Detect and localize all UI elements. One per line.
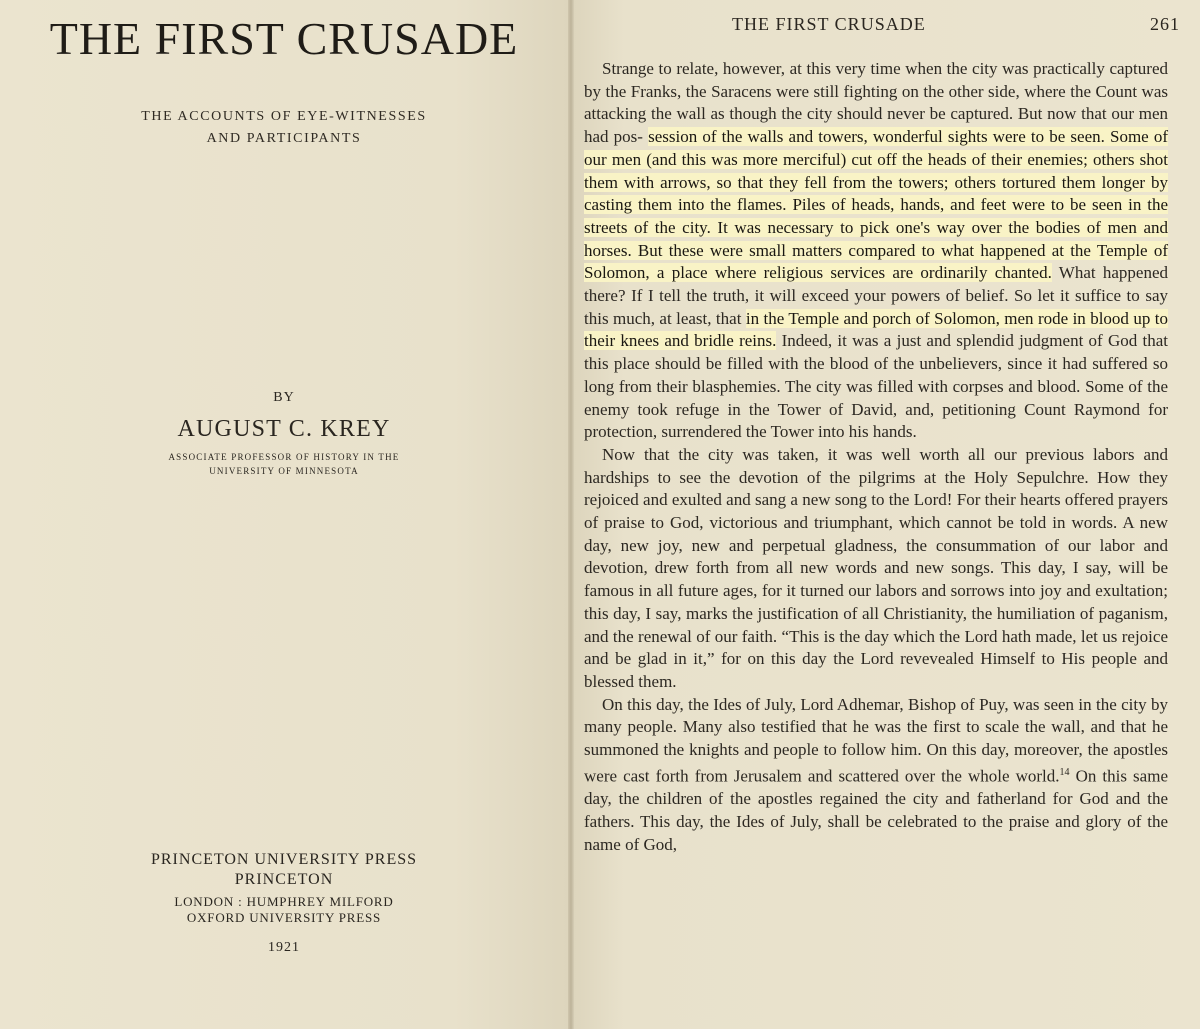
paragraph-1-part-c: What happened there? If I tell the truth, it will exceed your powers of belief. So let it suffice to say this much, at least, that xyxy=(584,263,1168,328)
paragraph-3-text: On this day, the Ides of July, Lord Adhemar, Bishop of Puy, was seen in the city by many people. Many also testified that he was the first to scale the wall, and that he summoned the knights and people to follow him. On this day, moreover, the apostles were cast forth from Jerusalem and scattered over the whole world. xyxy=(584,694,1168,786)
body-text xyxy=(584,58,1168,856)
running-title: THE FIRST CRUSADE xyxy=(732,14,926,34)
publisher-line-2: PRINCETON xyxy=(234,871,334,888)
footnote-reference: 14 xyxy=(1059,766,1070,778)
affiliation-line-1: ASSOCIATE PROFESSOR OF HISTORY IN THE xyxy=(168,452,400,462)
paragraph-1-part-e: Indeed, it was a just and splendid judgment of God that this place should be filled with the blood of the unbelievers, since it had suffered so long from their blasphemies. The city was filled with corpses and blood. Some of the enemy took refuge in the Tower of David, and, petitioning Count Raymond for protection, surrendered the Tower into his hands. xyxy=(584,331,1169,442)
highlighted-passage-1: session of the walls and towers, wonderful sights were to be seen. Some of our men (and this was more merciful) cut off the heads of their enemies; others shot them with arrows, so that they fell from the towers; others tortured them longer by casting them into the flames. Piles of heads, hands, and feet were to be seen in the streets of the city. It was necessary to pick one's way over the bodies of men and horses. But these were small matters compared to what happened at the Temple of Solomon, a place where religious services are ordinarily chanted. xyxy=(584,127,1169,283)
paragraph-3 xyxy=(584,694,1168,857)
affiliation-line-2: UNIVERSITY OF MINNESOTA xyxy=(209,466,359,476)
paragraph-1-part-a: Strange to relate, however, at this very time when the city was practically captured by the Franks, the Saracens were still fighting on the other side, where the Count was attacking the wall as though the city should never be captured. But now that our men had pos- xyxy=(584,59,1168,147)
highlighted-passage-2: in the Temple and porch of Solomon, men rode in blood up to their knees and bridle reins. xyxy=(584,308,1168,351)
author-name: AUGUST C. KREY xyxy=(177,416,391,442)
author-affiliation xyxy=(0,450,568,478)
publisher-line-4: OXFORD UNIVERSITY PRESS xyxy=(186,910,382,925)
publisher-line-1: PRINCETON UNIVERSITY PRESS xyxy=(150,851,418,868)
running-head xyxy=(574,14,1200,38)
text-page xyxy=(574,0,1200,1029)
subtitle-line-1: THE ACCOUNTS OF EYE-WITNESSES xyxy=(141,109,427,124)
publisher-line-3: LONDON : HUMPHREY MILFORD xyxy=(174,894,394,909)
page-number: 261 xyxy=(1150,14,1180,34)
paragraph-3-text-2: On this same day, the children of the apostles regained the city and fatherland for God and the fathers. This day, the Ides of July, shall be celebrated to the praise and glory of the name of God, xyxy=(584,766,1168,854)
by-label: BY xyxy=(273,390,295,405)
paragraph-1 xyxy=(584,58,1168,444)
publication-year: 1921 xyxy=(268,940,300,955)
subtitle-line-2: AND PARTICIPANTS xyxy=(206,131,362,146)
book-subtitle xyxy=(0,106,568,150)
title-page xyxy=(0,0,568,1029)
paragraph-2: Now that the city was taken, it was well worth all our previous labors and hardships to see the devotion of the pilgrims at the Holy Sepulchre. How they rejoiced and exulted and sang a new song to the Lord! For their hearts offered prayers of praise to God, victorious and triumphant, which cannot be told in words. A new day, new joy, new and perpetual gladness, the consummation of our labor and devotion, drew forth from all new words and new songs. This day, I say, will be famous in all future ages, for it turned our labors and sorrows into joy and exultation; this day, I say, marks the justification of all Christianity, the humiliation of paganism, and the renewal of our faith. “This is the day which the Lord hath made, let us rejoice and be glad in it,” for on this day the Lord revevealed Himself to His people and blessed them. xyxy=(584,444,1168,691)
book-title: THE FIRST CRUSADE xyxy=(49,13,519,64)
publisher-imprint xyxy=(0,850,568,956)
